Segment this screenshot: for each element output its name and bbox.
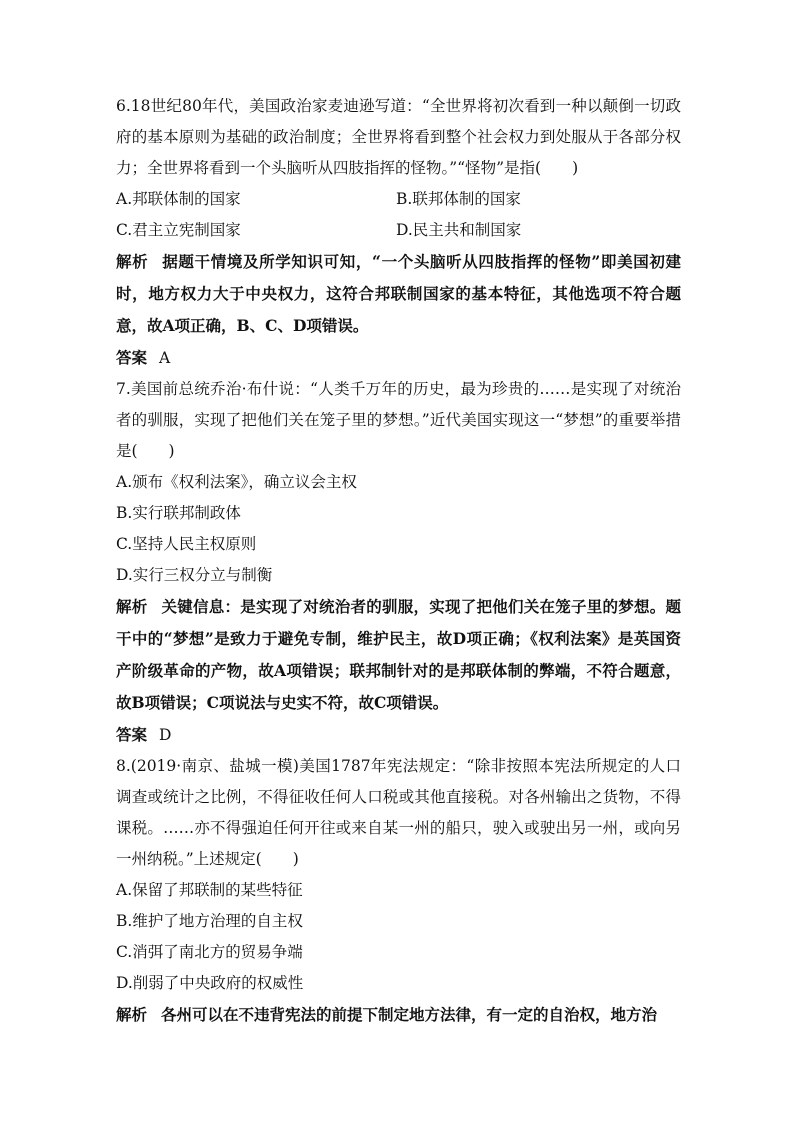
question-8-analysis [116, 999, 681, 1031]
question-7-analysis [116, 591, 681, 719]
question-7-option-b: B.实行联邦制政体 [116, 504, 241, 522]
analysis-label: 解析 [116, 252, 149, 271]
question-7-option-a: A.颁布《权利法案》，确立议会主权 [116, 473, 357, 491]
question-6-stem: 6.18世纪80年代，美国政治家麦迪逊写道：“全世界将初次看到一种以颠倒一切政府的基本原则为基础的政治制度；全世界将看到整个社会权力到处服从于各部分权力；全世界将看到一个头脑听从四肢指挥的怪物。”“怪物”是指( ) [116, 97, 681, 177]
question-8-option-b: B.维护了地方治理的自主权 [116, 912, 303, 930]
question-6-option-d: D.民主共和制国家 [396, 221, 522, 239]
question-6-answer [116, 342, 681, 374]
page-content [116, 91, 681, 1031]
analysis-text: 据题干情境及所学知识可知，“一个头脑听从四肢指挥的怪物”即美国初建时，地方权力大于中央权力，这符合邦联制国家的基本特征，其他选项不符合题意，故A项正确，B、C、D项错误。 [116, 252, 681, 335]
question-6-option-b: B.联邦体制的国家 [396, 190, 521, 208]
question-7-option-d: D.实行三权分立与制衡 [116, 566, 273, 584]
analysis-text: 关键信息：是实现了对统治者的驯服，实现了把他们关在笼子里的梦想。题干中的“梦想”是致力于避免专制，维护民主，故D项正确；《权利法案》是英国资产阶级革命的产物，故A项错误；联邦制针对的是邦联体制的弊端，不符合题意，故B项错误；C项说法与史实不符，故C项错误。 [116, 597, 681, 712]
question-8-stem: 8.(2019·南京、盐城一模)美国1787年宪法规定：“除非按照本宪法所规定的人口调查或统计之比例，不得征收任何人口税或其他直接税。对各州输出之货物，不得课税。……亦不得强迫任何开往或来自某一州的船只，驶入或驶出另一州，或向另一州纳税。”上述规定( ) [116, 757, 681, 868]
analysis-label: 解析 [116, 597, 148, 616]
question-7-option-c: C.坚持人民主权原则 [116, 535, 257, 553]
question-8-option-c: C.消弭了南北方的贸易争端 [116, 943, 303, 961]
question-8-option-a: A.保留了邦联制的某些特征 [116, 881, 303, 899]
question-7-answer [116, 719, 681, 751]
answer-value: D [159, 726, 172, 744]
answer-label: 答案 [116, 348, 148, 367]
answer-value: A [159, 349, 171, 367]
question-6-options-row-2 [116, 215, 681, 246]
analysis-text: 各州可以在不违背宪法的前提下制定地方法律，有一定的自治权，地方治 [161, 1005, 658, 1024]
question-6-analysis [116, 246, 681, 342]
answer-label: 答案 [116, 725, 148, 744]
question-6-option-c: C.君主立宪制国家 [116, 221, 241, 239]
question-6-option-a: A.邦联体制的国家 [116, 190, 241, 208]
analysis-label: 解析 [116, 1005, 148, 1024]
question-7-stem: 7.美国前总统乔治·布什说：“人类千万年的历史，最为珍贵的……是实现了对统治者的驯服，实现了把他们关在笼子里的梦想。”近代美国实现这一“梦想”的重要举措是( ) [116, 380, 681, 460]
question-6-options-row-1 [116, 184, 681, 215]
question-8-option-d: D.削弱了中央政府的权威性 [116, 974, 304, 992]
